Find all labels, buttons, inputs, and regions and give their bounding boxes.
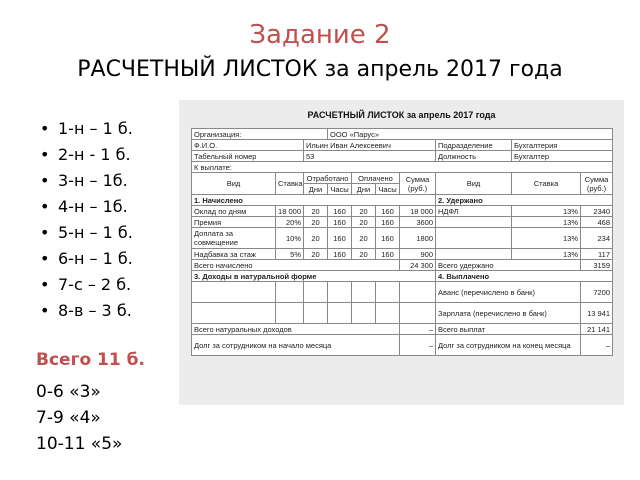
total-score: Всего 11 б. [36,350,145,370]
accrual-rate: 20% [276,217,304,228]
dept-value: Бухгалтерия [512,140,613,151]
position-value: Бухгалтер [512,151,613,162]
grade-item: 0-6 «3» [36,382,101,402]
accrual-name: Надбавка за стаж [192,249,276,260]
withholding-sum: 468 [581,217,613,228]
withholding-name: НДФЛ [436,206,512,217]
withholding-name [436,217,512,228]
payout-name: Зарплата (перечислено в банк) [436,303,581,324]
to-pay-label: К выплате: [192,162,613,173]
slide-subtitle: РАСЧЕТНЫЙ ЛИСТОК за апрель 2017 года [77,57,563,82]
org-value: ООО «Парус» [328,129,613,140]
table-row [192,162,613,173]
totals-row [192,260,613,271]
paid-hours: 160 [376,206,400,217]
worked-hours: 160 [328,228,352,249]
section-row [192,271,613,282]
worked-hours: 160 [328,206,352,217]
list-item: • 3-н – 1б. [40,168,133,194]
paid-hours: 160 [376,249,400,260]
totals-row [192,335,613,356]
accrual-sum: 18 000 [400,206,436,217]
list-item: • 5-н – 1 б. [40,220,133,246]
table-row [192,140,613,151]
section-withheld: 2. Удержано [436,195,613,206]
total-withheld-value: 3159 [581,260,613,271]
table-row [192,206,613,217]
table-row [192,249,613,260]
payout-name: Аванс (перечислено в банк) [436,282,581,303]
header-rate: Ставка [276,173,304,195]
paid-hours: 160 [376,217,400,228]
paid-days: 20 [352,249,376,260]
header-worked: Отработано [304,173,352,184]
accrual-rate: 10% [276,228,304,249]
totals-row [192,324,613,335]
debt-end-label: Долг за сотрудником на конец месяца [436,335,581,356]
withholding-rate: 13% [512,249,581,260]
header-paid: Оплачено [352,173,400,184]
accrual-rate: 18 000 [276,206,304,217]
worked-days: 20 [304,217,328,228]
worked-hours: 160 [328,249,352,260]
table-row [192,217,613,228]
section-accrued: 1. Начислено [192,195,436,206]
withholding-sum: 2340 [581,206,613,217]
header-hours: Часы [376,184,400,195]
debt-start-label: Долг за сотрудником на начало месяца [192,335,400,356]
scoring-list [40,116,133,324]
dept-label: Подразделение [436,140,512,151]
header-sum: Сумма (руб.) [400,173,436,195]
worked-hours: 160 [328,217,352,228]
list-item: • 1-н – 1 б. [40,116,133,142]
paid-days: 20 [352,206,376,217]
section-row [192,195,613,206]
payout-sum: 13 941 [581,303,613,324]
position-label: Должность [436,151,512,162]
accrual-name: Премия [192,217,276,228]
list-item: • 4-н – 1б. [40,194,133,220]
list-item: • 8-в – 3 б. [40,298,133,324]
worked-days: 20 [304,228,328,249]
total-accrued-value: 24 300 [400,260,436,271]
withholding-sum: 117 [581,249,613,260]
header-days: Дни [304,184,328,195]
header-days: Дни [352,184,376,195]
tab-number-label: Табельный номер [192,151,304,162]
payout-sum: 7200 [581,282,613,303]
total-withheld-label: Всего удержано [436,260,581,271]
header-hours: Часы [328,184,352,195]
payslip-image [179,100,624,405]
fio-value: Ильин Иван Алексеевич [304,140,436,151]
tab-number-value: 53 [304,151,436,162]
task-title: Задание 2 [249,20,391,50]
list-item: • 7-с – 2 б. [40,272,133,298]
withholding-rate: 13% [512,228,581,249]
grade-item: 10-11 «5» [36,434,123,454]
accrual-sum: 1800 [400,228,436,249]
section-in-kind: 3. Доходы в натуральной форме [192,271,436,282]
table-header-row [192,173,613,184]
fio-label: Ф.И.О. [192,140,304,151]
table-row [192,303,613,324]
payslip-title: РАСЧЕТНЫЙ ЛИСТОК за апрель 2017 года [307,110,496,120]
table-row [192,282,613,303]
total-in-kind-label: Всего натуральных доходов [192,324,400,335]
total-paid-value: 21 141 [581,324,613,335]
withholding-sum: 234 [581,228,613,249]
grade-item: 7-9 «4» [36,408,101,428]
slide-header [0,20,640,84]
total-paid-label: Всего выплат [436,324,581,335]
paid-days: 20 [352,217,376,228]
header-vid: Вид [192,173,276,195]
list-item: • 2-н - 1 б. [40,142,133,168]
withholding-rate: 13% [512,217,581,228]
table-row [192,129,613,140]
total-in-kind-value: – [400,324,436,335]
debt-end-value: – [581,335,613,356]
withholding-name [436,249,512,260]
accrual-name: Доплата за совмещение [192,228,276,249]
paid-days: 20 [352,228,376,249]
org-label: Организация: [192,129,328,140]
accrual-rate: 5% [276,249,304,260]
total-accrued-label: Всего начислено [192,260,400,271]
withholding-name [436,228,512,249]
accrual-name: Оклад по дням [192,206,276,217]
accrual-sum: 900 [400,249,436,260]
withholding-rate: 13% [512,206,581,217]
table-row [192,151,613,162]
accrual-sum: 3600 [400,217,436,228]
worked-days: 20 [304,206,328,217]
debt-start-value: – [400,335,436,356]
header-vid: Вид [436,173,512,195]
list-item: • 6-н – 1 б. [40,246,133,272]
header-rate: Ставка [512,173,581,195]
grade-scale [36,379,122,457]
header-sum: Сумма (руб.) [581,173,613,195]
payslip-table [191,128,613,356]
section-paid: 4. Выплачено [436,271,613,282]
paid-hours: 160 [376,228,400,249]
table-row [192,228,613,249]
worked-days: 20 [304,249,328,260]
